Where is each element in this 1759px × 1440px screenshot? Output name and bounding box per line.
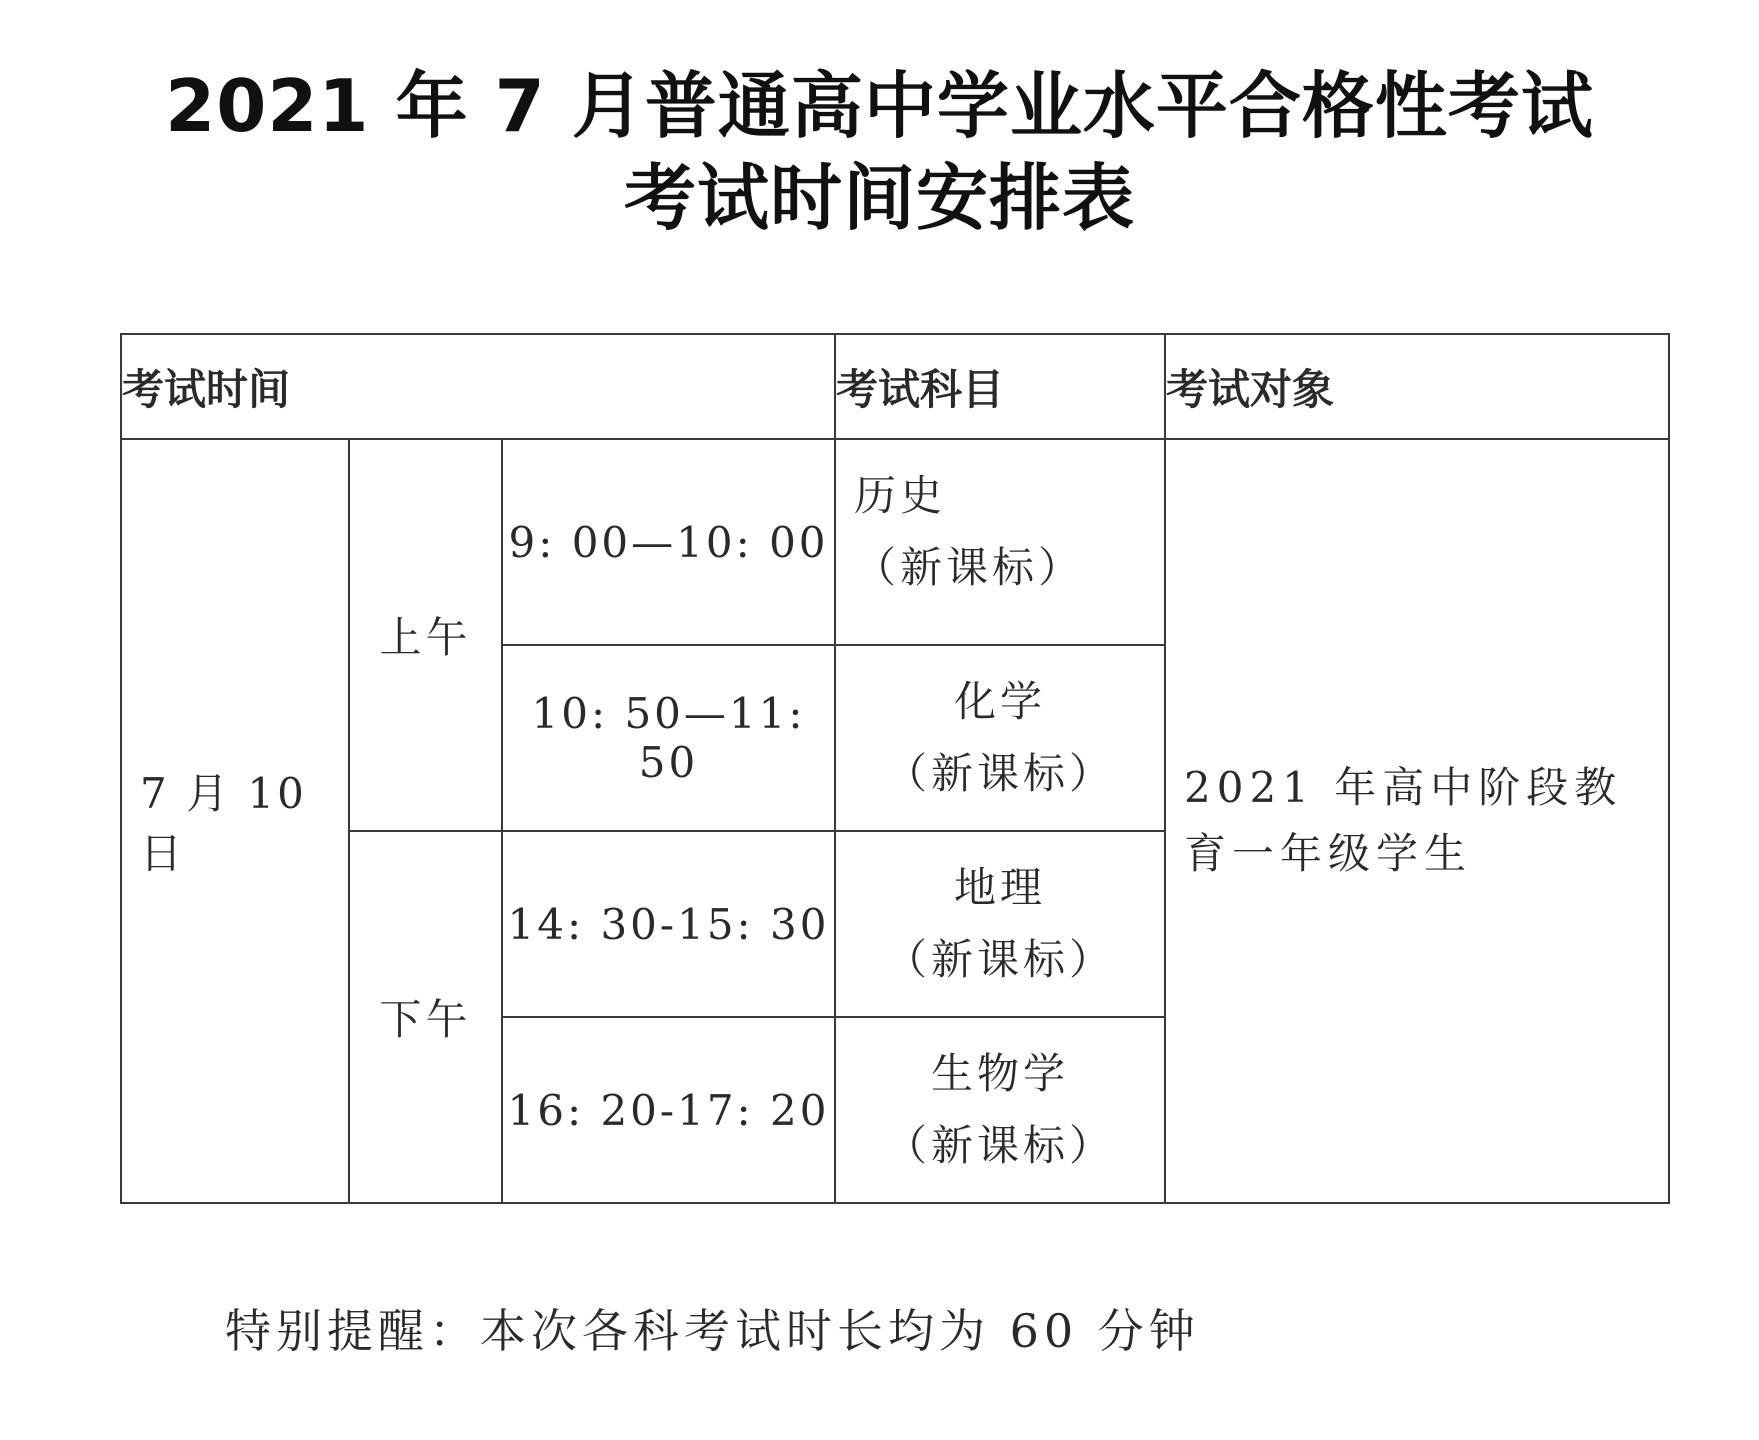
exam-date: 7 月 10 日 xyxy=(121,439,349,1203)
subject-cell xyxy=(835,1017,1165,1203)
subject-note: （新课标） xyxy=(854,543,1085,592)
subject-note: （新课标） xyxy=(884,749,1115,798)
subject-cell xyxy=(835,439,1165,645)
exam-target: 2021 年高中阶段教育一年级学生 xyxy=(1165,439,1669,1203)
special-reminder: 特别提醒：本次各科考试时长均为 60 分钟 xyxy=(225,1304,1200,1358)
document-title-line-1: 2021 年 7 月普通高中学业水平合格性考试 xyxy=(165,64,1594,148)
subject-name: 化学 xyxy=(953,677,1046,726)
header-exam-subject: 考试科目 xyxy=(835,334,1165,439)
subject-name: 生物学 xyxy=(930,1049,1069,1098)
subject-note: （新课标） xyxy=(884,1121,1115,1170)
time-slot: 14: 30-15: 30 xyxy=(502,831,835,1017)
time-slot: 9: 00—10: 00 xyxy=(502,439,835,645)
header-exam-time: 考试时间 xyxy=(121,334,835,439)
document-title-line-2: 考试时间安排表 xyxy=(623,156,1135,240)
period-afternoon: 下午 xyxy=(349,831,502,1203)
subject-name: 历史 xyxy=(854,471,947,520)
exam-schedule-table xyxy=(120,333,1670,1204)
header-exam-target: 考试对象 xyxy=(1165,334,1669,439)
subject-note: （新课标） xyxy=(884,935,1115,984)
subject-cell xyxy=(835,645,1165,831)
time-slot: 16: 20-17: 20 xyxy=(502,1017,835,1203)
period-morning: 上午 xyxy=(349,439,502,831)
table-header-row xyxy=(121,334,1669,439)
table-row xyxy=(121,439,1669,645)
subject-name: 地理 xyxy=(953,863,1046,912)
subject-cell xyxy=(835,831,1165,1017)
time-slot: 10: 50—11: 50 xyxy=(502,645,835,831)
